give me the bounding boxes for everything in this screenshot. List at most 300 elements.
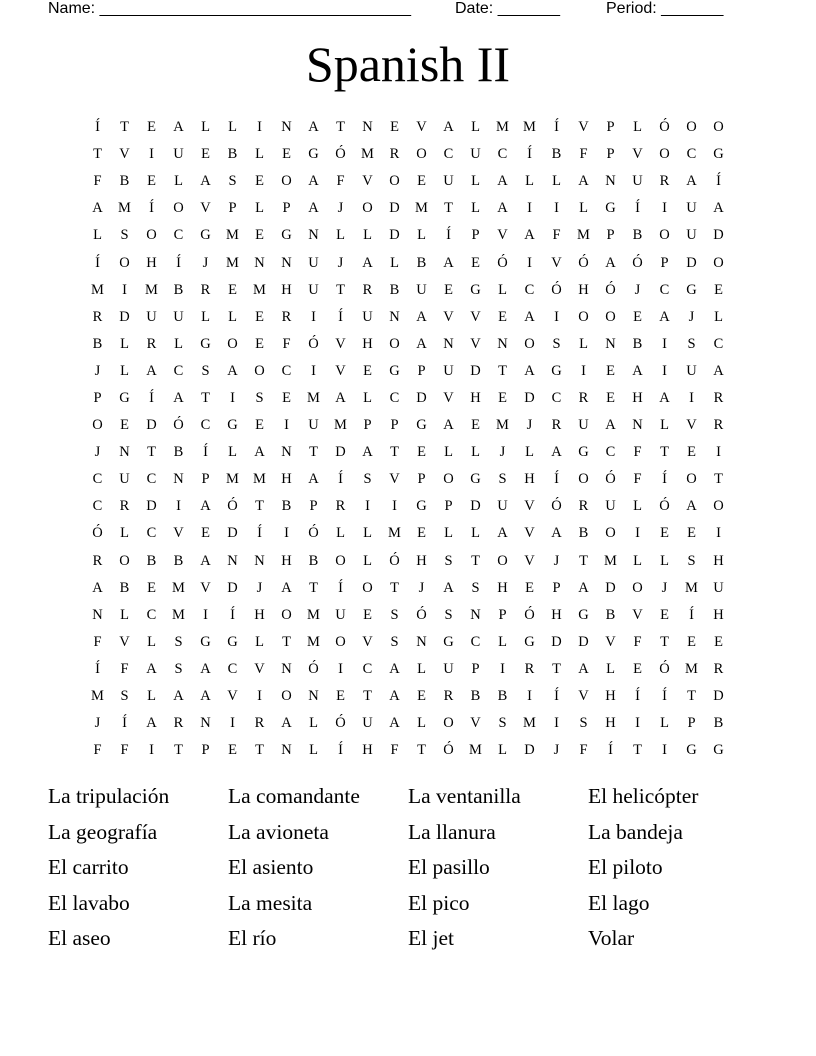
grid-letter: C: [659, 281, 670, 298]
grid-letter: A: [173, 389, 184, 406]
grid-letter: Í: [230, 606, 235, 623]
grid-letter: L: [606, 660, 615, 677]
grid-letter: G: [578, 444, 589, 461]
grid-letter: S: [228, 173, 237, 190]
grid-letter: P: [606, 119, 615, 136]
grid-letter: L: [633, 498, 642, 515]
grid-letter: F: [93, 742, 102, 759]
grid-letter: V: [119, 633, 130, 650]
grid-letter: N: [281, 119, 292, 136]
grid-letter: A: [200, 498, 211, 515]
grid-letter: R: [146, 335, 157, 352]
grid-letter: A: [200, 660, 211, 677]
grid-letter: A: [362, 444, 373, 461]
grid-row: [84, 493, 732, 520]
grid-letter: A: [551, 525, 562, 542]
grid-letter: E: [471, 417, 480, 434]
grid-letter: O: [659, 227, 670, 244]
grid-letter: T: [471, 552, 480, 569]
grid-letter: M: [226, 254, 239, 271]
grid-letter: O: [389, 173, 400, 190]
grid-letter: L: [471, 444, 480, 461]
grid-letter: A: [713, 362, 724, 379]
grid-letter: U: [686, 362, 697, 379]
grid-letter: E: [417, 688, 426, 705]
grid-row: [84, 629, 732, 656]
grid-letter: J: [553, 742, 560, 759]
grid-letter: A: [578, 660, 589, 677]
grid-letter: R: [92, 308, 103, 325]
grid-letter: E: [417, 173, 426, 190]
grid-letter: Ó: [308, 335, 319, 352]
grid-letter: I: [257, 688, 262, 705]
grid-letter: E: [147, 119, 156, 136]
grid-letter: L: [174, 173, 183, 190]
grid-letter: E: [282, 146, 291, 163]
grid-letter: N: [254, 552, 265, 569]
grid-letter: O: [362, 579, 373, 596]
grid-letter: O: [686, 471, 697, 488]
grid-letter: M: [307, 606, 320, 623]
grid-letter: I: [716, 444, 721, 461]
grid-letter: V: [335, 335, 346, 352]
grid-letter: Ó: [443, 742, 454, 759]
grid-letter: N: [119, 444, 130, 461]
grid-letter: D: [335, 444, 346, 461]
grid-letter: T: [309, 579, 318, 596]
grid-letter: E: [525, 579, 534, 596]
grid-letter: D: [146, 498, 157, 515]
grid-letter: F: [282, 335, 291, 352]
grid-letter: P: [417, 362, 426, 379]
grid-letter: C: [146, 471, 157, 488]
grid-row: [84, 466, 732, 493]
grid-letter: P: [606, 146, 615, 163]
grid-letter: D: [470, 498, 481, 515]
grid-letter: L: [228, 444, 237, 461]
grid-letter: Ó: [92, 525, 103, 542]
grid-letter: M: [685, 579, 698, 596]
grid-letter: E: [363, 362, 372, 379]
grid-letter: L: [255, 200, 264, 217]
grid-letter: O: [713, 254, 724, 271]
grid-letter: N: [281, 742, 292, 759]
grid-letter: V: [200, 579, 211, 596]
word-list-item: El helicópter: [588, 784, 699, 808]
grid-letter: I: [689, 389, 694, 406]
grid-letter: Ó: [389, 552, 400, 569]
grid-letter: S: [120, 688, 129, 705]
grid-letter: A: [362, 254, 373, 271]
grid-letter: F: [633, 471, 642, 488]
grid-letter: Ó: [308, 660, 319, 677]
grid-letter: S: [552, 335, 561, 352]
word-list-item: El jet: [408, 926, 454, 950]
grid-letter: L: [579, 335, 588, 352]
grid-letter: H: [146, 254, 157, 271]
grid-letter: G: [227, 417, 238, 434]
grid-letter: A: [659, 389, 670, 406]
grid-letter: J: [337, 254, 344, 271]
grid-letter: G: [713, 742, 724, 759]
grid-letter: P: [606, 227, 615, 244]
grid-letter: H: [497, 579, 508, 596]
grid-letter: A: [443, 254, 454, 271]
grid-letter: F: [93, 633, 102, 650]
grid-letter: Í: [554, 688, 559, 705]
grid-letter: U: [173, 308, 184, 325]
grid-letter: S: [255, 389, 264, 406]
grid-letter: T: [390, 579, 399, 596]
grid-letter: Í: [338, 471, 343, 488]
grid-letter: V: [524, 498, 535, 515]
grid-letter: D: [389, 200, 400, 217]
grid-letter: L: [363, 389, 372, 406]
grid-letter: A: [92, 200, 103, 217]
grid-letter: B: [173, 281, 184, 298]
grid-letter: U: [308, 417, 319, 434]
grid-letter: L: [633, 552, 642, 569]
grid-letter: H: [281, 471, 292, 488]
grid-letter: A: [524, 227, 535, 244]
grid-letter: E: [633, 308, 642, 325]
grid-letter: L: [147, 688, 156, 705]
grid-letter: R: [443, 688, 454, 705]
grid-letter: E: [471, 254, 480, 271]
grid-letter: P: [552, 579, 561, 596]
grid-letter: J: [499, 444, 506, 461]
grid-letter: U: [335, 606, 346, 623]
grid-letter: Ó: [605, 281, 616, 298]
grid-letter: L: [714, 308, 723, 325]
grid-letter: O: [119, 254, 130, 271]
grid-letter: G: [578, 606, 589, 623]
grid-letter: R: [713, 389, 724, 406]
grid-letter: E: [120, 417, 129, 434]
grid-letter: N: [632, 417, 643, 434]
grid-row: [84, 222, 732, 249]
grid-letter: F: [120, 742, 129, 759]
grid-letter: Ó: [551, 281, 562, 298]
grid-letter: Í: [149, 389, 154, 406]
grid-letter: G: [470, 281, 481, 298]
grid-letter: T: [660, 633, 669, 650]
word-list-item: La geografía: [48, 819, 158, 844]
grid-letter: M: [415, 200, 428, 217]
grid-letter: O: [578, 308, 589, 325]
grid-letter: M: [496, 417, 509, 434]
grid-letter: U: [173, 146, 184, 163]
grid-letter: T: [714, 471, 723, 488]
word-list-item: El pasillo: [408, 855, 490, 879]
grid-letter: G: [308, 146, 319, 163]
grid-letter: P: [444, 498, 453, 515]
grid-letter: F: [633, 444, 642, 461]
grid-letter: I: [554, 715, 559, 732]
grid-row: [84, 548, 732, 575]
grid-letter: E: [633, 660, 642, 677]
grid-letter: T: [336, 119, 345, 136]
grid-letter: N: [605, 335, 616, 352]
grid-letter: A: [308, 119, 319, 136]
grid-letter: E: [498, 389, 507, 406]
grid-letter: M: [145, 281, 158, 298]
grid-letter: H: [362, 335, 373, 352]
grid-letter: E: [147, 579, 156, 596]
grid-letter: Ó: [632, 254, 643, 271]
grid-letter: Í: [338, 308, 343, 325]
grid-letter: L: [93, 227, 102, 244]
grid-letter: S: [471, 579, 480, 596]
grid-letter: V: [389, 471, 400, 488]
grid-letter: L: [498, 281, 507, 298]
grid-letter: S: [390, 606, 399, 623]
grid-letter: G: [524, 633, 535, 650]
grid-letter: G: [200, 633, 211, 650]
grid-letter: C: [200, 417, 211, 434]
grid-letter: A: [443, 417, 454, 434]
grid-letter: V: [443, 389, 454, 406]
grid-letter: R: [713, 660, 724, 677]
grid-letter: F: [120, 660, 129, 677]
word-list-item: El carrito: [48, 855, 129, 879]
grid-letter: R: [713, 417, 724, 434]
grid-letter: V: [254, 660, 265, 677]
grid-letter: A: [416, 335, 427, 352]
grid-letter: E: [201, 146, 210, 163]
grid-letter: A: [416, 308, 427, 325]
grid-letter: L: [201, 308, 210, 325]
grid-letter: E: [714, 633, 723, 650]
grid-letter: L: [525, 444, 534, 461]
grid-letter: A: [308, 173, 319, 190]
grid-letter: I: [311, 308, 316, 325]
grid-letter: N: [92, 606, 103, 623]
grid-letter: M: [226, 227, 239, 244]
grid-row: [84, 439, 732, 466]
grid-letter: L: [471, 525, 480, 542]
grid-letter: D: [227, 579, 238, 596]
grid-letter: J: [418, 579, 425, 596]
grid-letter: M: [496, 119, 509, 136]
grid-letter: E: [417, 444, 426, 461]
grid-row: [84, 331, 732, 358]
grid-letter: U: [308, 281, 319, 298]
grid-letter: E: [255, 308, 264, 325]
grid-letter: L: [336, 525, 345, 542]
grid-letter: S: [363, 471, 372, 488]
grid-letter: C: [281, 362, 292, 379]
grid-letter: I: [284, 525, 289, 542]
grid-letter: S: [687, 335, 696, 352]
grid-letter: G: [416, 498, 427, 515]
grid-letter: Í: [716, 173, 721, 190]
grid-letter: C: [173, 227, 184, 244]
grid-letter: B: [308, 552, 319, 569]
grid-letter: U: [686, 200, 697, 217]
grid-letter: R: [335, 498, 346, 515]
grid-letter: Í: [662, 688, 667, 705]
grid-letter: P: [201, 471, 210, 488]
word-list-item: El aseo: [48, 926, 111, 950]
grid-letter: R: [578, 389, 589, 406]
grid-letter: I: [581, 362, 586, 379]
word-list-item: El pico: [408, 890, 470, 915]
grid-letter: M: [307, 633, 320, 650]
grid-letter: A: [578, 579, 589, 596]
grid-letter: I: [257, 119, 262, 136]
grid-letter: P: [390, 417, 399, 434]
grid-letter: C: [605, 444, 616, 461]
grid-letter: A: [497, 525, 508, 542]
grid-letter: A: [686, 498, 697, 515]
grid-letter: E: [336, 688, 345, 705]
grid-letter: G: [443, 633, 454, 650]
grid-letter: B: [389, 281, 400, 298]
grid-letter: A: [659, 308, 670, 325]
grid-letter: A: [389, 715, 400, 732]
grid-letter: G: [605, 200, 616, 217]
grid-letter: L: [255, 146, 264, 163]
grid-letter: V: [686, 417, 697, 434]
grid-letter: H: [254, 606, 265, 623]
grid-letter: R: [92, 552, 103, 569]
grid-letter: I: [284, 417, 289, 434]
grid-letter: T: [147, 444, 156, 461]
grid-row: [84, 304, 732, 331]
grid-letter: I: [662, 335, 667, 352]
word-list-item: La bandeja: [588, 819, 683, 844]
grid-letter: C: [92, 498, 103, 515]
grid-letter: Í: [95, 119, 100, 136]
grid-letter: L: [498, 633, 507, 650]
grid-letter: S: [174, 633, 183, 650]
grid-letter: N: [605, 173, 616, 190]
grid-row: [84, 385, 732, 412]
grid-letter: Ó: [605, 471, 616, 488]
grid-letter: B: [578, 525, 589, 542]
grid-letter: M: [388, 525, 401, 542]
grid-letter: L: [633, 119, 642, 136]
grid-letter: E: [255, 335, 264, 352]
date-field: Date: _______: [455, 0, 560, 17]
grid-letter: Í: [149, 200, 154, 217]
grid-letter: A: [173, 688, 184, 705]
grid-letter: R: [254, 715, 265, 732]
grid-letter: M: [253, 281, 266, 298]
grid-letter: E: [660, 606, 669, 623]
grid-letter: Í: [608, 742, 613, 759]
grid-row: [84, 249, 732, 276]
grid-letter: U: [713, 579, 724, 596]
grid-letter: P: [93, 389, 102, 406]
grid-letter: D: [524, 742, 535, 759]
grid-letter: A: [173, 119, 184, 136]
grid-letter: L: [363, 552, 372, 569]
grid-letter: T: [120, 119, 129, 136]
grid-letter: O: [281, 688, 292, 705]
grid-letter: L: [309, 742, 318, 759]
grid-letter: A: [524, 362, 535, 379]
grid-letter: A: [524, 308, 535, 325]
grid-letter: C: [524, 281, 535, 298]
grid-letter: E: [228, 281, 237, 298]
grid-letter: Í: [662, 471, 667, 488]
grid-letter: Í: [257, 525, 262, 542]
grid-letter: O: [632, 579, 643, 596]
grid-letter: H: [551, 606, 562, 623]
grid-letter: I: [527, 200, 532, 217]
grid-letter: T: [579, 552, 588, 569]
word-list-item: La avioneta: [228, 819, 329, 844]
grid-letter: N: [254, 254, 265, 271]
grid-letter: I: [203, 606, 208, 623]
grid-letter: T: [363, 688, 372, 705]
grid-letter: P: [309, 498, 318, 515]
grid-letter: A: [335, 389, 346, 406]
grid-letter: Í: [554, 471, 559, 488]
grid-letter: I: [122, 281, 127, 298]
grid-letter: I: [365, 498, 370, 515]
grid-letter: I: [149, 146, 154, 163]
grid-letter: A: [389, 660, 400, 677]
grid-letter: O: [335, 633, 346, 650]
grid-letter: L: [147, 633, 156, 650]
grid-letter: D: [551, 633, 562, 650]
grid-letter: I: [500, 660, 505, 677]
grid-letter: M: [253, 471, 266, 488]
grid-letter: P: [660, 254, 669, 271]
grid-letter: J: [661, 579, 668, 596]
grid-letter: Í: [203, 444, 208, 461]
grid-letter: F: [552, 227, 561, 244]
grid-letter: U: [119, 471, 130, 488]
grid-letter: T: [282, 633, 291, 650]
grid-letter: L: [174, 335, 183, 352]
grid-letter: U: [146, 308, 157, 325]
grid-letter: N: [281, 444, 292, 461]
grid-letter: V: [605, 633, 616, 650]
grid-letter: T: [687, 688, 696, 705]
grid-letter: B: [632, 335, 643, 352]
grid-letter: O: [362, 200, 373, 217]
grid-letter: N: [308, 688, 319, 705]
grid-letter: Ó: [173, 417, 184, 434]
grid-letter: V: [443, 308, 454, 325]
grid-letter: I: [230, 389, 235, 406]
grid-letter: A: [632, 362, 643, 379]
grid-letter: T: [552, 660, 561, 677]
grid-letter: B: [713, 715, 724, 732]
grid-row: [84, 520, 732, 547]
grid-letter: A: [254, 444, 265, 461]
grid-letter: O: [443, 715, 454, 732]
grid-row: [84, 195, 732, 222]
grid-letter: O: [686, 119, 697, 136]
grid-letter: H: [578, 281, 589, 298]
grid-letter: U: [308, 254, 319, 271]
grid-letter: M: [91, 281, 104, 298]
grid-letter: E: [417, 525, 426, 542]
grid-letter: B: [281, 498, 292, 515]
grid-letter: L: [336, 227, 345, 244]
grid-letter: M: [685, 660, 698, 677]
grid-letter: E: [201, 525, 210, 542]
grid-letter: V: [578, 119, 589, 136]
grid-letter: B: [92, 335, 103, 352]
grid-letter: N: [416, 633, 427, 650]
grid-letter: G: [281, 227, 292, 244]
